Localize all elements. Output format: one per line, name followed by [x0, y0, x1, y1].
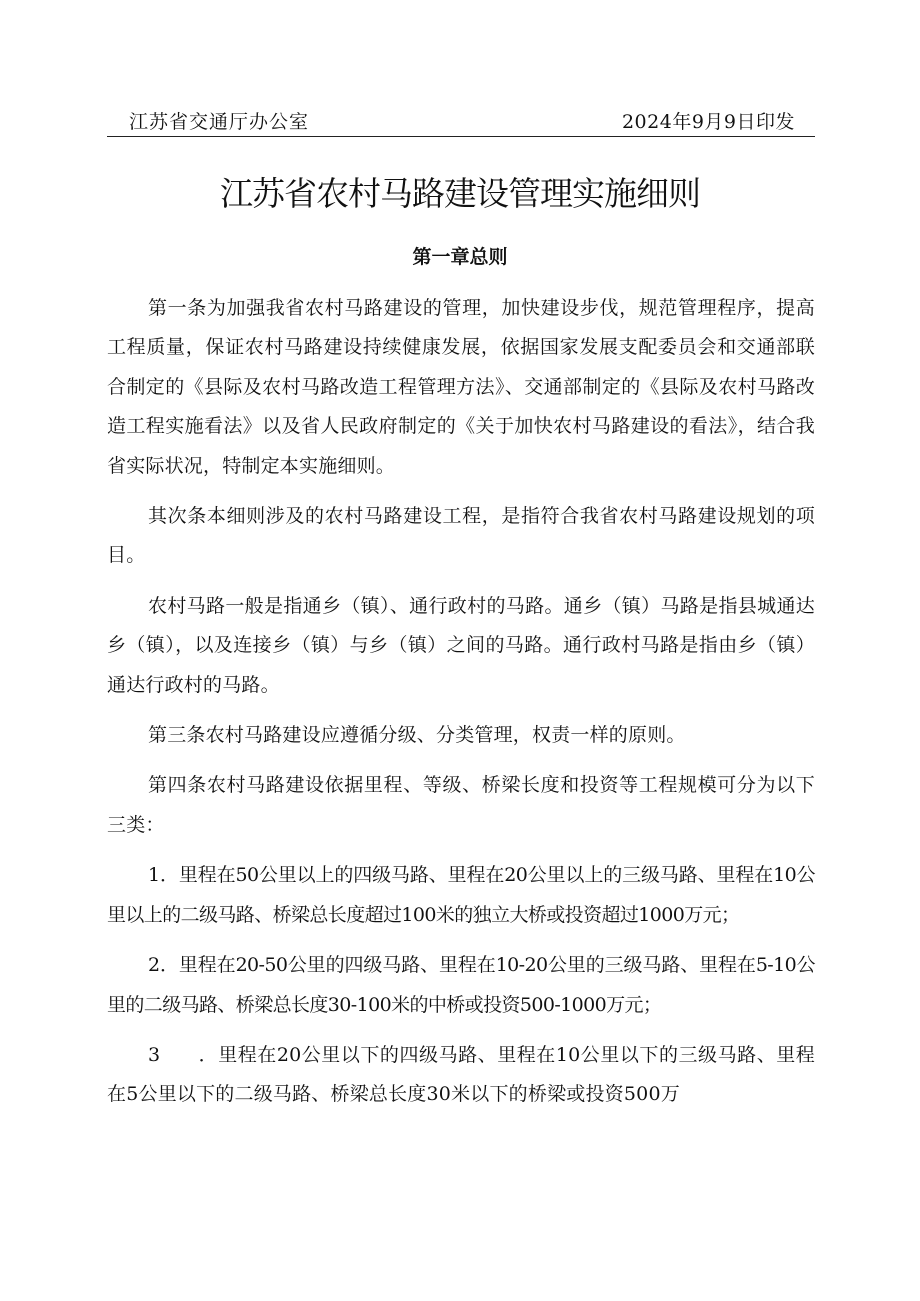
paragraph-article-2-detail: 农村马路一般是指通乡（镇）、通行政村的马路。通乡（镇）马路是指县城通达乡（镇），以及连接乡（镇）与乡（镇）之间的马路。通行政村马路是指由乡（镇）通达行政村的马路。 [107, 594, 815, 696]
list-item-1: 1．里程在50公里以上的四级马路、里程在20公里以上的三级马路、里程在10公里以上的二级马路、桥梁总长度超过100米的独立大桥或投资超过1000万元； [107, 864, 815, 926]
paragraph-article-1: 第一条为加强我省农村马路建设的管理，加快建设步伐，规范管理程序，提高工程质量，保证农村马路建设持续健康发展，依据国家发展支配委员会和交通部联合制定的《县际及农村马路改造工程管理方法》、交通部制定的《县际及农村马路改造工程实施看法》以及省人民政府制定的《关于加快农村马路建设的看法》，结合我省实际状况，特制定本实施细则。 [107, 297, 815, 477]
chapter-heading: 第一章总则 [412, 246, 508, 268]
document-body [107, 289, 815, 1126]
paragraph-article-3: 第三条农村马路建设应遵循分级、分类管理，权责一样的原则。 [148, 724, 686, 747]
paragraph-article-2: 其次条本细则涉及的农村马路建设工程，是指符合我省农村马路建设规划的项目。 [107, 505, 815, 567]
document-header [107, 110, 815, 137]
list-item-2: 2．里程在20-50公里的四级马路、里程在10-20公里的三级马路、里程在5-10公里的二级马路、桥梁总长度30-100米的中桥或投资500-1000万元； [107, 954, 815, 1016]
list-item-3-text: ．里程在20公里以下的四级马路、里程在10公里以下的三级马路、里程在5公里以下的二级马路、桥梁总长度30米以下的桥梁或投资500万 [107, 1043, 815, 1106]
issuer-text: 江苏省交通厅办公室 [129, 111, 310, 133]
issue-date: 2024年9月9日印发 [621, 111, 795, 133]
paragraph-article-4: 第四条农村马路建设依据里程、等级、桥梁长度和投资等工程规模可分为以下三类： [107, 774, 815, 836]
list-item-3 [107, 1036, 815, 1115]
document-title: 江苏省农村马路建设管理实施细则 [220, 174, 700, 213]
list-item-3-number: 3 [148, 1043, 161, 1066]
